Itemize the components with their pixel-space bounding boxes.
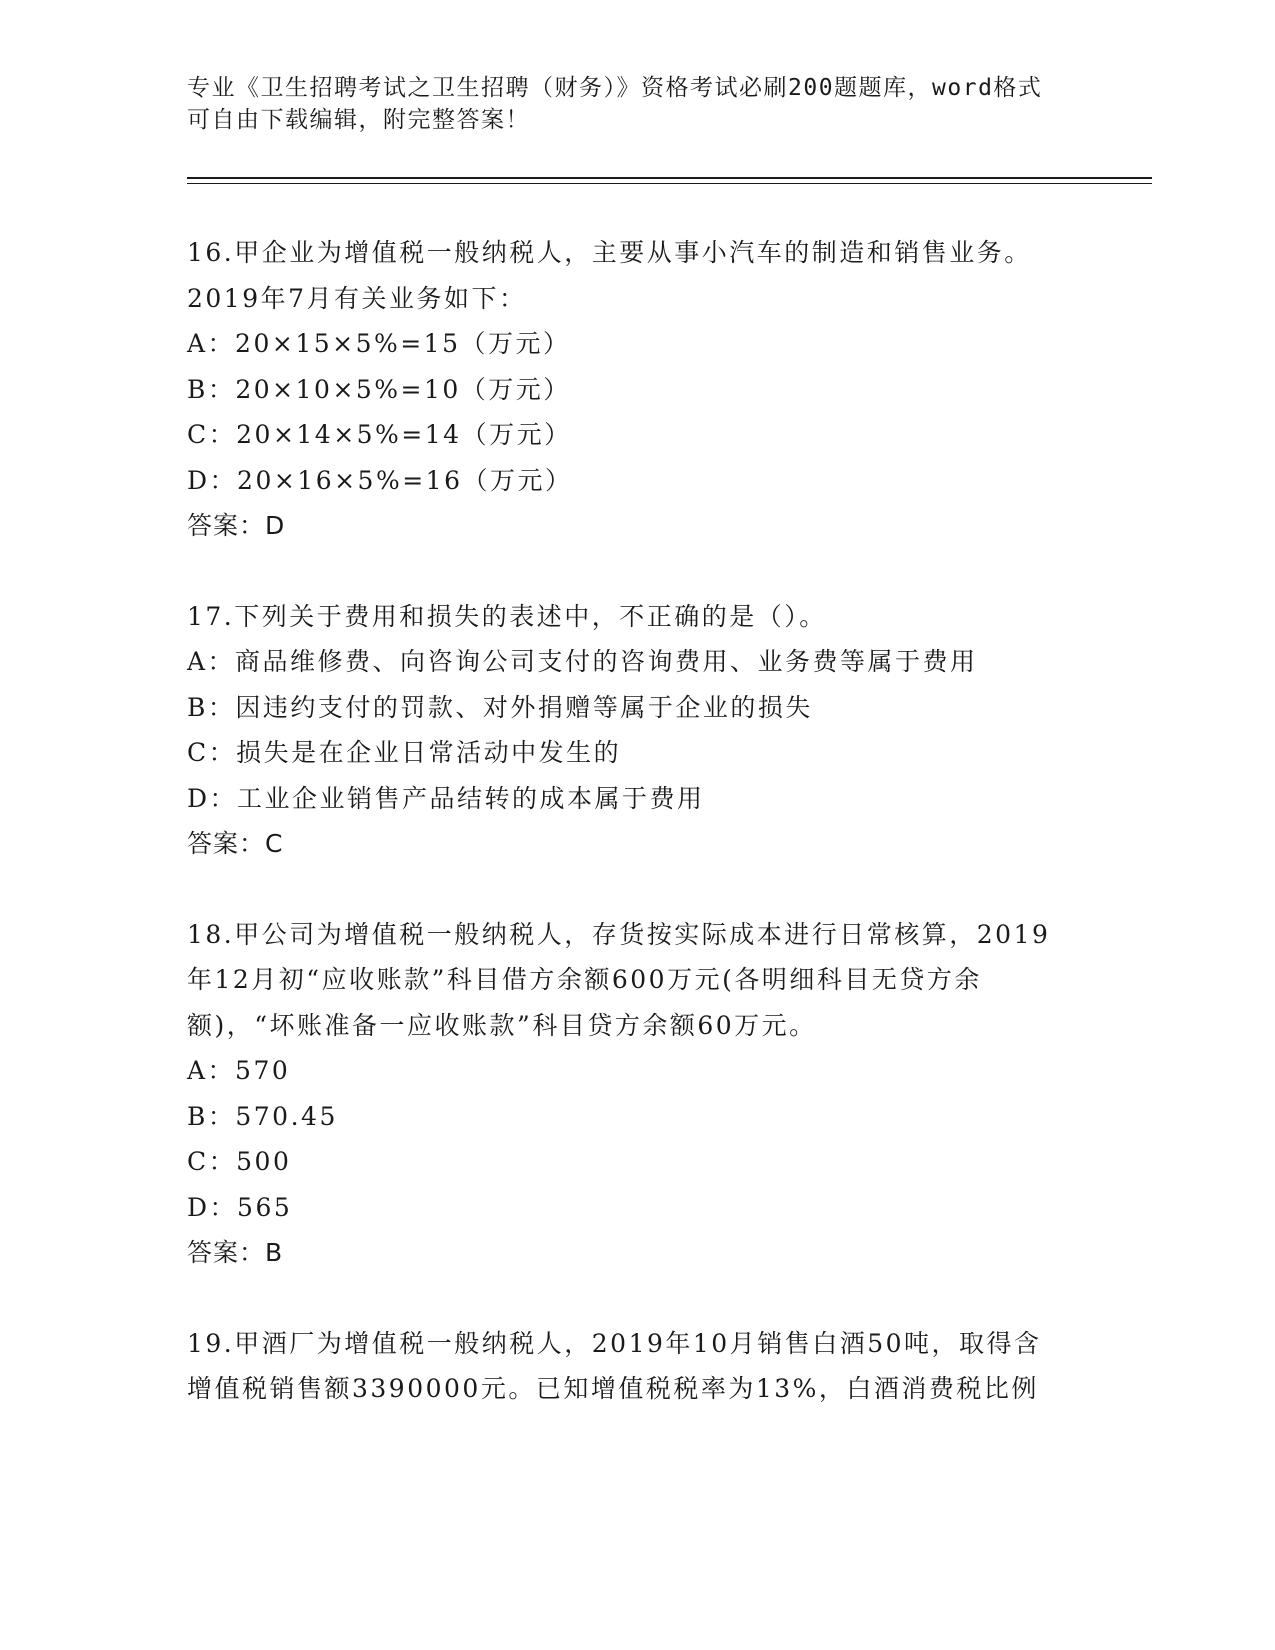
question-stem-line: 18.甲公司为增值税一般纳税人，存货按实际成本进行日常核算，2019: [187, 919, 1051, 949]
spacer: [187, 1276, 1087, 1321]
question-16: [187, 230, 1087, 549]
option-b: B：570.45: [187, 1101, 338, 1131]
question-18: [187, 912, 1087, 1276]
option-a: A：20×15×5%=15（万元）: [187, 329, 571, 358]
option-a: A：商品维修费、向咨询公司支付的咨询费用、业务费等属于费用: [187, 647, 978, 676]
option-c: C：500: [187, 1147, 292, 1176]
option-d: D：565: [187, 1192, 293, 1222]
option-b: B：因违约支付的罚款、对外捐赠等属于企业的损失: [187, 692, 813, 722]
answer-line: 答案：B: [187, 1238, 284, 1267]
question-17: [187, 594, 1087, 867]
question-stem-line: 额)，“坏账准备一应收账款”科目贷方余额60万元。: [187, 1010, 817, 1040]
answer-line: 答案：C: [187, 829, 284, 858]
question-stem-line: 2019年7月有关业务如下：: [187, 283, 527, 313]
document-header: [187, 72, 1067, 136]
question-19: [187, 1321, 1087, 1412]
question-stem-line: 增值税销售额3390000元。已知增值税税率为13%，白酒消费税比例: [187, 1374, 1039, 1403]
option-c: C：20×14×5%=14（万元）: [187, 420, 572, 449]
header-line-2: 可自由下载编辑，附完整答案！: [187, 107, 530, 133]
header-line-1: 专业《卫生招聘考试之卫生招聘（财务）》资格考试必刷200题题库，word格式: [187, 75, 1043, 101]
spacer: [187, 867, 1087, 912]
question-stem-line: 年12月初“应收账款”科目借方余额600万元(各明细科目无贷方余: [187, 965, 982, 994]
question-list: [187, 230, 1087, 1412]
option-a: A：570: [187, 1056, 291, 1085]
question-stem-line: 19.甲酒厂为增值税一般纳税人，2019年10月销售白酒50吨，取得含: [187, 1328, 1042, 1358]
answer-line: 答案：D: [187, 511, 286, 540]
spacer: [187, 549, 1087, 594]
option-d: D：20×16×5%=16（万元）: [187, 465, 573, 495]
header-divider-thin: [187, 183, 1152, 184]
option-d: D：工业企业销售产品结转的成本属于费用: [187, 783, 705, 813]
option-b: B：20×10×5%=10（万元）: [187, 374, 571, 404]
question-stem-line: 17.下列关于费用和损失的表述中，不正确的是（）。: [187, 601, 827, 631]
header-divider-thick: [187, 177, 1152, 179]
option-c: C：损失是在企业日常活动中发生的: [187, 738, 622, 767]
question-stem-line: 16.甲企业为增值税一般纳税人，主要从事小汽车的制造和销售业务。: [187, 238, 1032, 267]
